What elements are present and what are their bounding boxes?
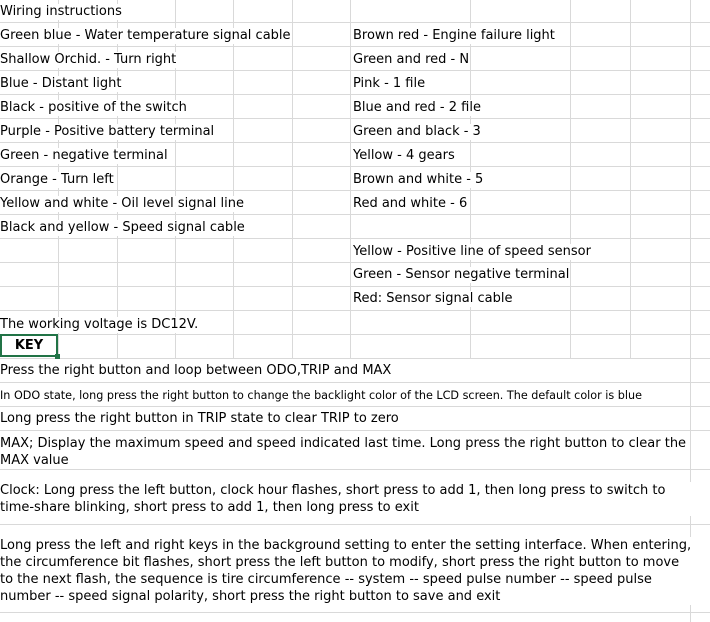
wire-cell-left[interactable]: Shallow Orchid. - Turn right	[0, 52, 177, 67]
wire-cell-left[interactable]: Black and yellow - Speed signal cable	[0, 220, 245, 235]
sensor-cell[interactable]: Green - Sensor negative terminal	[353, 267, 570, 282]
row-divider	[0, 612, 710, 613]
row-divider	[0, 286, 710, 287]
wire-cell-right[interactable]: Brown red - Engine failure light	[353, 28, 555, 43]
column-divider	[570, 0, 571, 358]
row-divider	[0, 358, 710, 359]
instruction-cell[interactable]: Long press the right button in TRIP state to clear TRIP to zero	[0, 411, 399, 426]
row-divider	[0, 22, 710, 23]
row-divider	[0, 406, 710, 407]
wire-cell-left[interactable]: Black - positive of the switch	[0, 100, 187, 115]
instruction-cell[interactable]: In ODO state, long press the right button to change the backlight color of the LCD screen. The default color is blue	[0, 389, 642, 402]
wire-cell-left[interactable]: Green - negative terminal	[0, 148, 168, 163]
instruction-cell[interactable]: Clock: Long press the left button, clock hour flashes, short press to add 1, then long press to switch to time-share blinking, short press to add 1, then long press to exit	[0, 482, 692, 516]
row-divider	[0, 94, 710, 95]
column-divider	[350, 0, 351, 358]
row-divider	[0, 238, 710, 239]
instruction-cell[interactable]: Long press the left and right keys in the background setting to enter the setting interface. When entering, the circumference bit flashes, short press the left button to modify, short press the right button to move to the next flash, the sequence is tire circumference -- system -- speed pulse number -- speed pulse number -- speed signal polarity, short press the right button to save and exit	[0, 538, 692, 604]
row-divider	[0, 382, 710, 383]
row-divider	[0, 142, 710, 143]
title-cell[interactable]: Wiring instructions	[0, 4, 122, 19]
key-cell-selected[interactable]: KEY	[0, 334, 58, 357]
wire-cell-left[interactable]: Purple - Positive battery terminal	[0, 124, 215, 139]
row-divider	[0, 118, 710, 119]
wire-cell-left[interactable]: Yellow and white - Oil level signal line	[0, 196, 244, 211]
sensor-cell[interactable]: Red: Sensor signal cable	[353, 291, 513, 306]
wire-cell-right[interactable]: Green and red - N	[353, 52, 470, 67]
row-divider	[0, 190, 710, 191]
wire-cell-right[interactable]: Blue and red - 2 file	[353, 100, 481, 115]
row-divider	[0, 46, 710, 47]
wire-cell-left[interactable]: Orange - Turn left	[0, 172, 114, 187]
row-divider	[0, 469, 710, 470]
row-divider	[0, 262, 710, 263]
voltage-cell[interactable]: The working voltage is DC12V.	[0, 317, 199, 332]
row-divider	[0, 214, 710, 215]
instruction-cell[interactable]: MAX; Display the maximum speed and speed indicated last time. Long press the right button to clear the MAX value	[0, 436, 687, 468]
instruction-cell[interactable]: Press the right button and loop between ODO,TRIP and MAX	[0, 363, 392, 378]
row-divider	[0, 524, 710, 525]
wire-cell-right[interactable]: Green and black - 3	[353, 124, 481, 139]
wire-cell-right[interactable]: Pink - 1 file	[353, 76, 426, 91]
wire-cell-right[interactable]: Red and white - 6	[353, 196, 468, 211]
column-divider	[233, 0, 234, 358]
wire-cell-left[interactable]: Blue - Distant light	[0, 76, 122, 91]
wire-cell-right[interactable]: Brown and white - 5	[353, 172, 484, 187]
fill-handle[interactable]	[55, 354, 60, 359]
row-divider	[0, 334, 710, 335]
row-divider	[0, 166, 710, 167]
wire-cell-right[interactable]: Yellow - 4 gears	[353, 148, 455, 163]
row-divider	[0, 310, 710, 311]
column-divider	[292, 0, 293, 358]
sensor-cell[interactable]: Yellow - Positive line of speed sensor	[353, 244, 591, 259]
row-divider	[0, 430, 710, 431]
column-divider	[630, 0, 631, 358]
wire-cell-left[interactable]: Green blue - Water temperature signal cable	[0, 28, 291, 43]
row-divider	[0, 70, 710, 71]
